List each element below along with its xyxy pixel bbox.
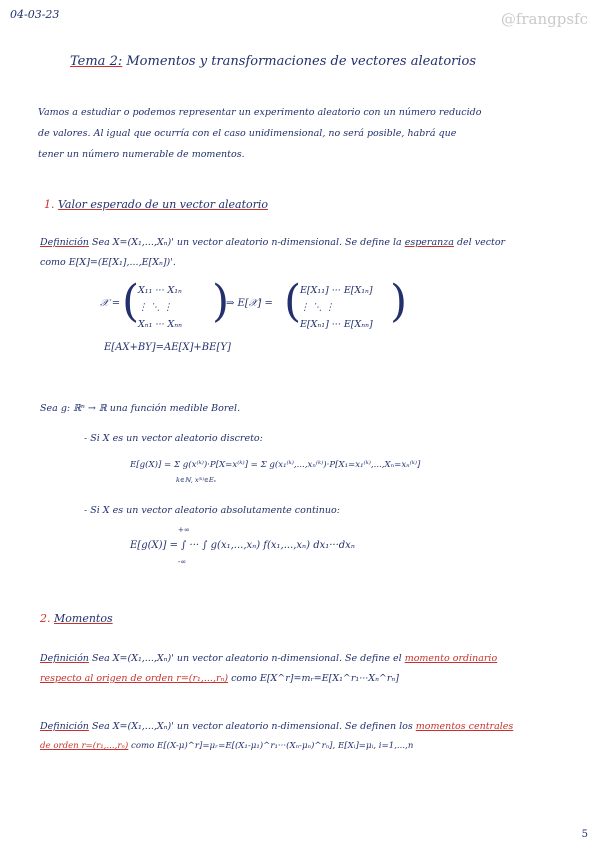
definition-text: Sea X=(X₁,...,Xₙ)' un vector aleatorio n-dimensional. Se define la: [91, 237, 402, 248]
right-paren: ): [212, 276, 230, 327]
section-1-heading: [44, 198, 268, 211]
definition-label: Definición: [40, 237, 89, 248]
watermark: @frangpsfc: [500, 10, 588, 28]
matrix-x: [138, 282, 182, 333]
title-text: Momentos y transformaciones de vectores aleatorios: [122, 54, 477, 69]
section-2-heading: [40, 612, 113, 625]
borel-function-line: Sea g: ℝⁿ → ℝ una función medible Borel.: [40, 403, 241, 414]
date-stamp: 04-03-23: [10, 8, 60, 21]
matrix-row: ⋮ ⋱ ⋮: [138, 302, 173, 313]
continuous-case: - Si X es un vector aleatorio absolutamente continuo:: [84, 505, 340, 516]
page-number: 5: [581, 829, 588, 840]
definition-keyword: respecto al origen de orden r=(r₁,...,rₙ): [40, 673, 229, 684]
linearity-formula: E[AX+BY]=AE[X]+BE[Y]: [104, 342, 231, 353]
definition-text: Sea X=(X₁,...,Xₙ)' un vector aleatorio n-dimensional. Se definen los: [91, 721, 413, 732]
left-paren: (: [284, 276, 302, 327]
section-2-number: 2.: [40, 612, 51, 625]
definition-text-2: del vector: [456, 237, 506, 248]
intro-line: de valores. Al igual que ocurría con el caso unidimensional, no será posible, habrá que: [38, 128, 457, 139]
intro-line: Vamos a estudiar o podemos representar un experimento aleatorio con un número reducido: [38, 107, 482, 118]
definition-text: Sea X=(X₁,...,Xₙ)' un vector aleatorio n-dimensional. Se define el: [91, 653, 402, 664]
definition-label: Definición: [40, 653, 89, 664]
discrete-sum-index: k∈ℕ, x⁽ᵏ⁾∈Eₓ: [176, 476, 216, 484]
definition-keyword: de orden r=(r₁,...,rₙ): [40, 741, 129, 751]
integral-upper-limit: +∞: [178, 526, 190, 534]
matrix-row: E[Xₙ₁] ··· E[Xₙₙ]: [300, 319, 373, 330]
definition-keyword: esperanza: [404, 237, 454, 248]
matrix-row: X₁₁ ··· X₁ₙ: [138, 285, 182, 296]
definition-label: Definición: [40, 721, 89, 732]
intro-paragraph: [38, 102, 481, 165]
section-2-title: Momentos: [54, 612, 113, 625]
definition-3-line-2: [40, 736, 413, 757]
definition-3: [40, 716, 513, 737]
definition-text: como E[(X-μ)^r]=μᵣ=E[(X₁-μ₁)^r₁···(Xₙ-μₙ)^rₙ], E[Xᵢ]=μᵢ, i=1,...,n: [131, 741, 414, 751]
right-paren: ): [390, 276, 408, 327]
matrix-lhs: 𝒳 =: [100, 298, 121, 309]
matrix-row: ⋮ ⋱ ⋮: [300, 302, 335, 313]
section-1-title: Valor esperado de un vector aleatorio: [58, 198, 269, 211]
continuous-formula: E[g(X)] = ∫ ··· ∫ g(x₁,...,xₙ) f(x₁,...,xₙ) dx₁···dxₙ: [130, 540, 355, 551]
page-title: [70, 54, 476, 69]
intro-line: tener un número numerable de momentos.: [38, 149, 245, 160]
matrix-row: E[X₁₁] ··· E[X₁ₙ]: [300, 285, 373, 296]
integral-lower-limit: -∞: [178, 558, 187, 566]
expectation-arrow: ⇒ E[𝒳] =: [226, 298, 273, 309]
definition-1-line-2: como E[X]=(E[X₁],...,E[Xₙ])'.: [40, 257, 176, 268]
matrix-row: Xₙ₁ ··· Xₙₙ: [138, 319, 182, 330]
discrete-formula: E[g(X)] = Σ g(x⁽ᵏ⁾)·P[X=x⁽ᵏ⁾] = Σ g(x₁⁽ᵏ⁾,...,xₙ⁽ᵏ⁾)·P[X₁=x₁⁽ᵏ⁾,...,Xₙ=xₙ⁽ᵏ⁾]: [130, 460, 421, 470]
definition-keyword: momentos centrales: [415, 721, 514, 732]
definition-2: [40, 648, 497, 669]
section-1-number: 1.: [44, 198, 55, 211]
expectation-matrix: [300, 282, 373, 333]
left-paren: (: [122, 276, 140, 327]
discrete-case: - Si X es un vector aleatorio discreto:: [84, 433, 263, 444]
definition-2-line-2: [40, 668, 399, 689]
definition-text: como E[X^r]=mᵣ=E[X₁^r₁···Xₙ^rₙ]: [231, 673, 399, 684]
title-number: Tema 2:: [70, 54, 123, 69]
definition-keyword: momento ordinario: [404, 653, 498, 664]
definition-1: [40, 232, 505, 253]
